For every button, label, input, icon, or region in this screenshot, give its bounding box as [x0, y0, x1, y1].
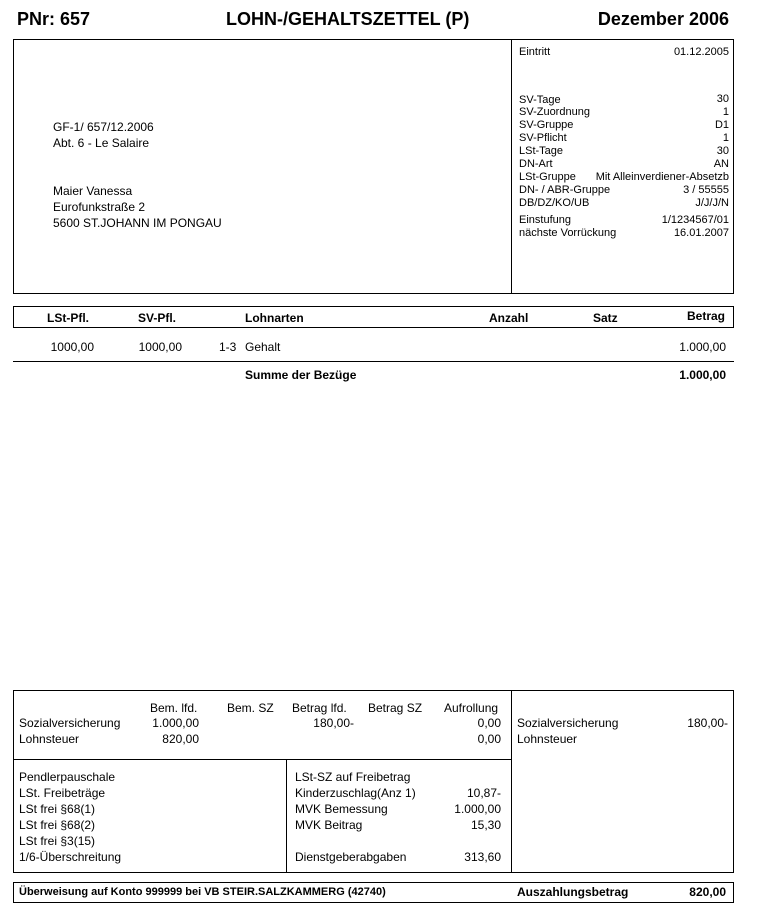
row-name: Gehalt — [245, 340, 281, 354]
col-header-anzahl: Anzahl — [489, 311, 529, 325]
info-value: 1 — [722, 106, 729, 118]
info-label: nächste Vorrückung — [519, 227, 617, 239]
left-list-item: LSt. Freibeträge — [19, 786, 106, 800]
info-label: SV-Gruppe — [519, 119, 574, 131]
right-sv-value: 180,00- — [687, 716, 728, 730]
info-label: DN-Art — [519, 158, 553, 170]
left-list-item: 1/6-Überschreitung — [19, 850, 122, 864]
info-value: 16.01.2007 — [673, 227, 729, 239]
info-label: Einstufung — [519, 214, 571, 226]
left-list-item: LSt frei §68(2) — [19, 818, 96, 832]
info-divider — [511, 39, 512, 294]
summary-vertical-divider — [511, 690, 512, 873]
payout-value: 820,00 — [689, 885, 726, 899]
col-bem-sz: Bem. SZ — [227, 701, 274, 715]
employee-city: 5600 ST.JOHANN IM PONGAU — [53, 216, 222, 230]
info-label: Eintritt — [519, 46, 551, 58]
info-value: 01.12.2005 — [673, 46, 729, 58]
row-lst: 1000,00 — [50, 340, 94, 354]
mid-list-value: 10,87- — [466, 786, 501, 800]
col-aufrollung: Aufrollung — [444, 701, 499, 715]
info-value: J/J/J/N — [695, 197, 729, 209]
row-sv: 1000,00 — [138, 340, 182, 354]
sum-label: Summe der Bezüge — [245, 368, 357, 382]
info-value: D1 — [714, 119, 729, 131]
left-list-item: Pendlerpauschale — [19, 770, 116, 784]
left-list-item: LSt frei §68(1) — [19, 802, 96, 816]
info-label: DB/DZ/KO/UB — [519, 197, 590, 209]
right-lst-label: Lohnsteuer — [517, 732, 578, 746]
info-label: LSt-Tage — [519, 145, 564, 157]
employee-info-box — [13, 39, 734, 294]
document-title: LOHN-/GEHALTSZETTEL (P) — [226, 9, 470, 29]
col-header-satz: Satz — [593, 311, 618, 325]
info-value: 1/1234567/01 — [661, 214, 729, 226]
sv-label: Sozialversicherung — [19, 716, 121, 730]
mid-list-label: Kinderzuschlag(Anz 1) — [295, 786, 416, 800]
info-value: AN — [713, 158, 729, 170]
employee-name: Maier Vanessa — [53, 184, 133, 198]
col-header-betrag: Betrag — [686, 309, 725, 323]
sv-aufrollung: 0,00 — [477, 716, 501, 730]
mid-list-value: 15,30 — [470, 818, 501, 832]
mid-list-value: 1.000,00 — [454, 802, 501, 816]
mid-list-label: Dienstgeberabgaben — [295, 850, 407, 864]
mid-list-label: MVK Bemessung — [295, 802, 388, 816]
wage-table-header — [13, 306, 734, 328]
info-label: LSt-Gruppe — [519, 171, 576, 183]
info-label: SV-Zuordnung — [519, 106, 590, 118]
sv-bem: 1.000,00 — [152, 716, 199, 730]
employee-street: Eurofunkstraße 2 — [53, 200, 146, 214]
row-betrag: 1.000,00 — [679, 340, 726, 354]
row-code: 1-3 — [219, 340, 237, 354]
summary-sub-divider — [286, 759, 287, 873]
lst-bem: 820,00 — [162, 732, 199, 746]
personnel-number: PNr: 657 — [17, 9, 91, 29]
col-betrag-lfd: Betrag lfd. — [292, 701, 347, 715]
info-value: 1 — [722, 132, 729, 144]
right-sv-label: Sozialversicherung — [517, 716, 619, 730]
info-label: SV-Tage — [519, 94, 561, 106]
info-value: 30 — [716, 93, 729, 105]
address-line-1: GF-1/ 657/12.2006 — [53, 120, 154, 134]
info-label: SV-Pflicht — [519, 132, 567, 144]
info-value: 30 — [716, 145, 729, 157]
mid-list-label: MVK Beitrag — [295, 818, 363, 832]
mid-list-label: LSt-SZ auf Freibetrag — [295, 770, 411, 784]
summary-horizontal-divider — [13, 759, 511, 760]
payroll-period: Dezember 2006 — [597, 9, 729, 29]
payout-label: Auszahlungsbetrag — [517, 885, 629, 899]
sum-divider — [13, 361, 734, 362]
info-label: DN- / ABR-Gruppe — [519, 184, 611, 196]
transfer-info: Überweisung auf Konto 999999 bei VB STEIR.SALZKAMMERG (42740) — [19, 886, 386, 898]
lst-label: Lohnsteuer — [19, 732, 80, 746]
mid-list-value: 313,60 — [464, 850, 501, 864]
col-bem-lfd: Bem. lfd. — [150, 701, 198, 715]
address-line-2: Abt. 6 - Le Salaire — [53, 136, 150, 150]
left-list-item: LSt frei §3(15) — [19, 834, 96, 848]
col-betrag-sz: Betrag SZ — [368, 701, 423, 715]
col-header-lohnarten: Lohnarten — [245, 311, 304, 325]
lst-aufrollung: 0,00 — [477, 732, 501, 746]
sum-value: 1.000,00 — [679, 368, 726, 382]
col-header-sv: SV-Pfl. — [138, 311, 177, 325]
sv-betrag: 180,00- — [313, 716, 354, 730]
info-value: Mit Alleinverdiener-Absetzb — [595, 171, 729, 183]
info-value: 3 / 55555 — [683, 184, 729, 196]
col-header-lst: LSt-Pfl. — [47, 311, 89, 325]
